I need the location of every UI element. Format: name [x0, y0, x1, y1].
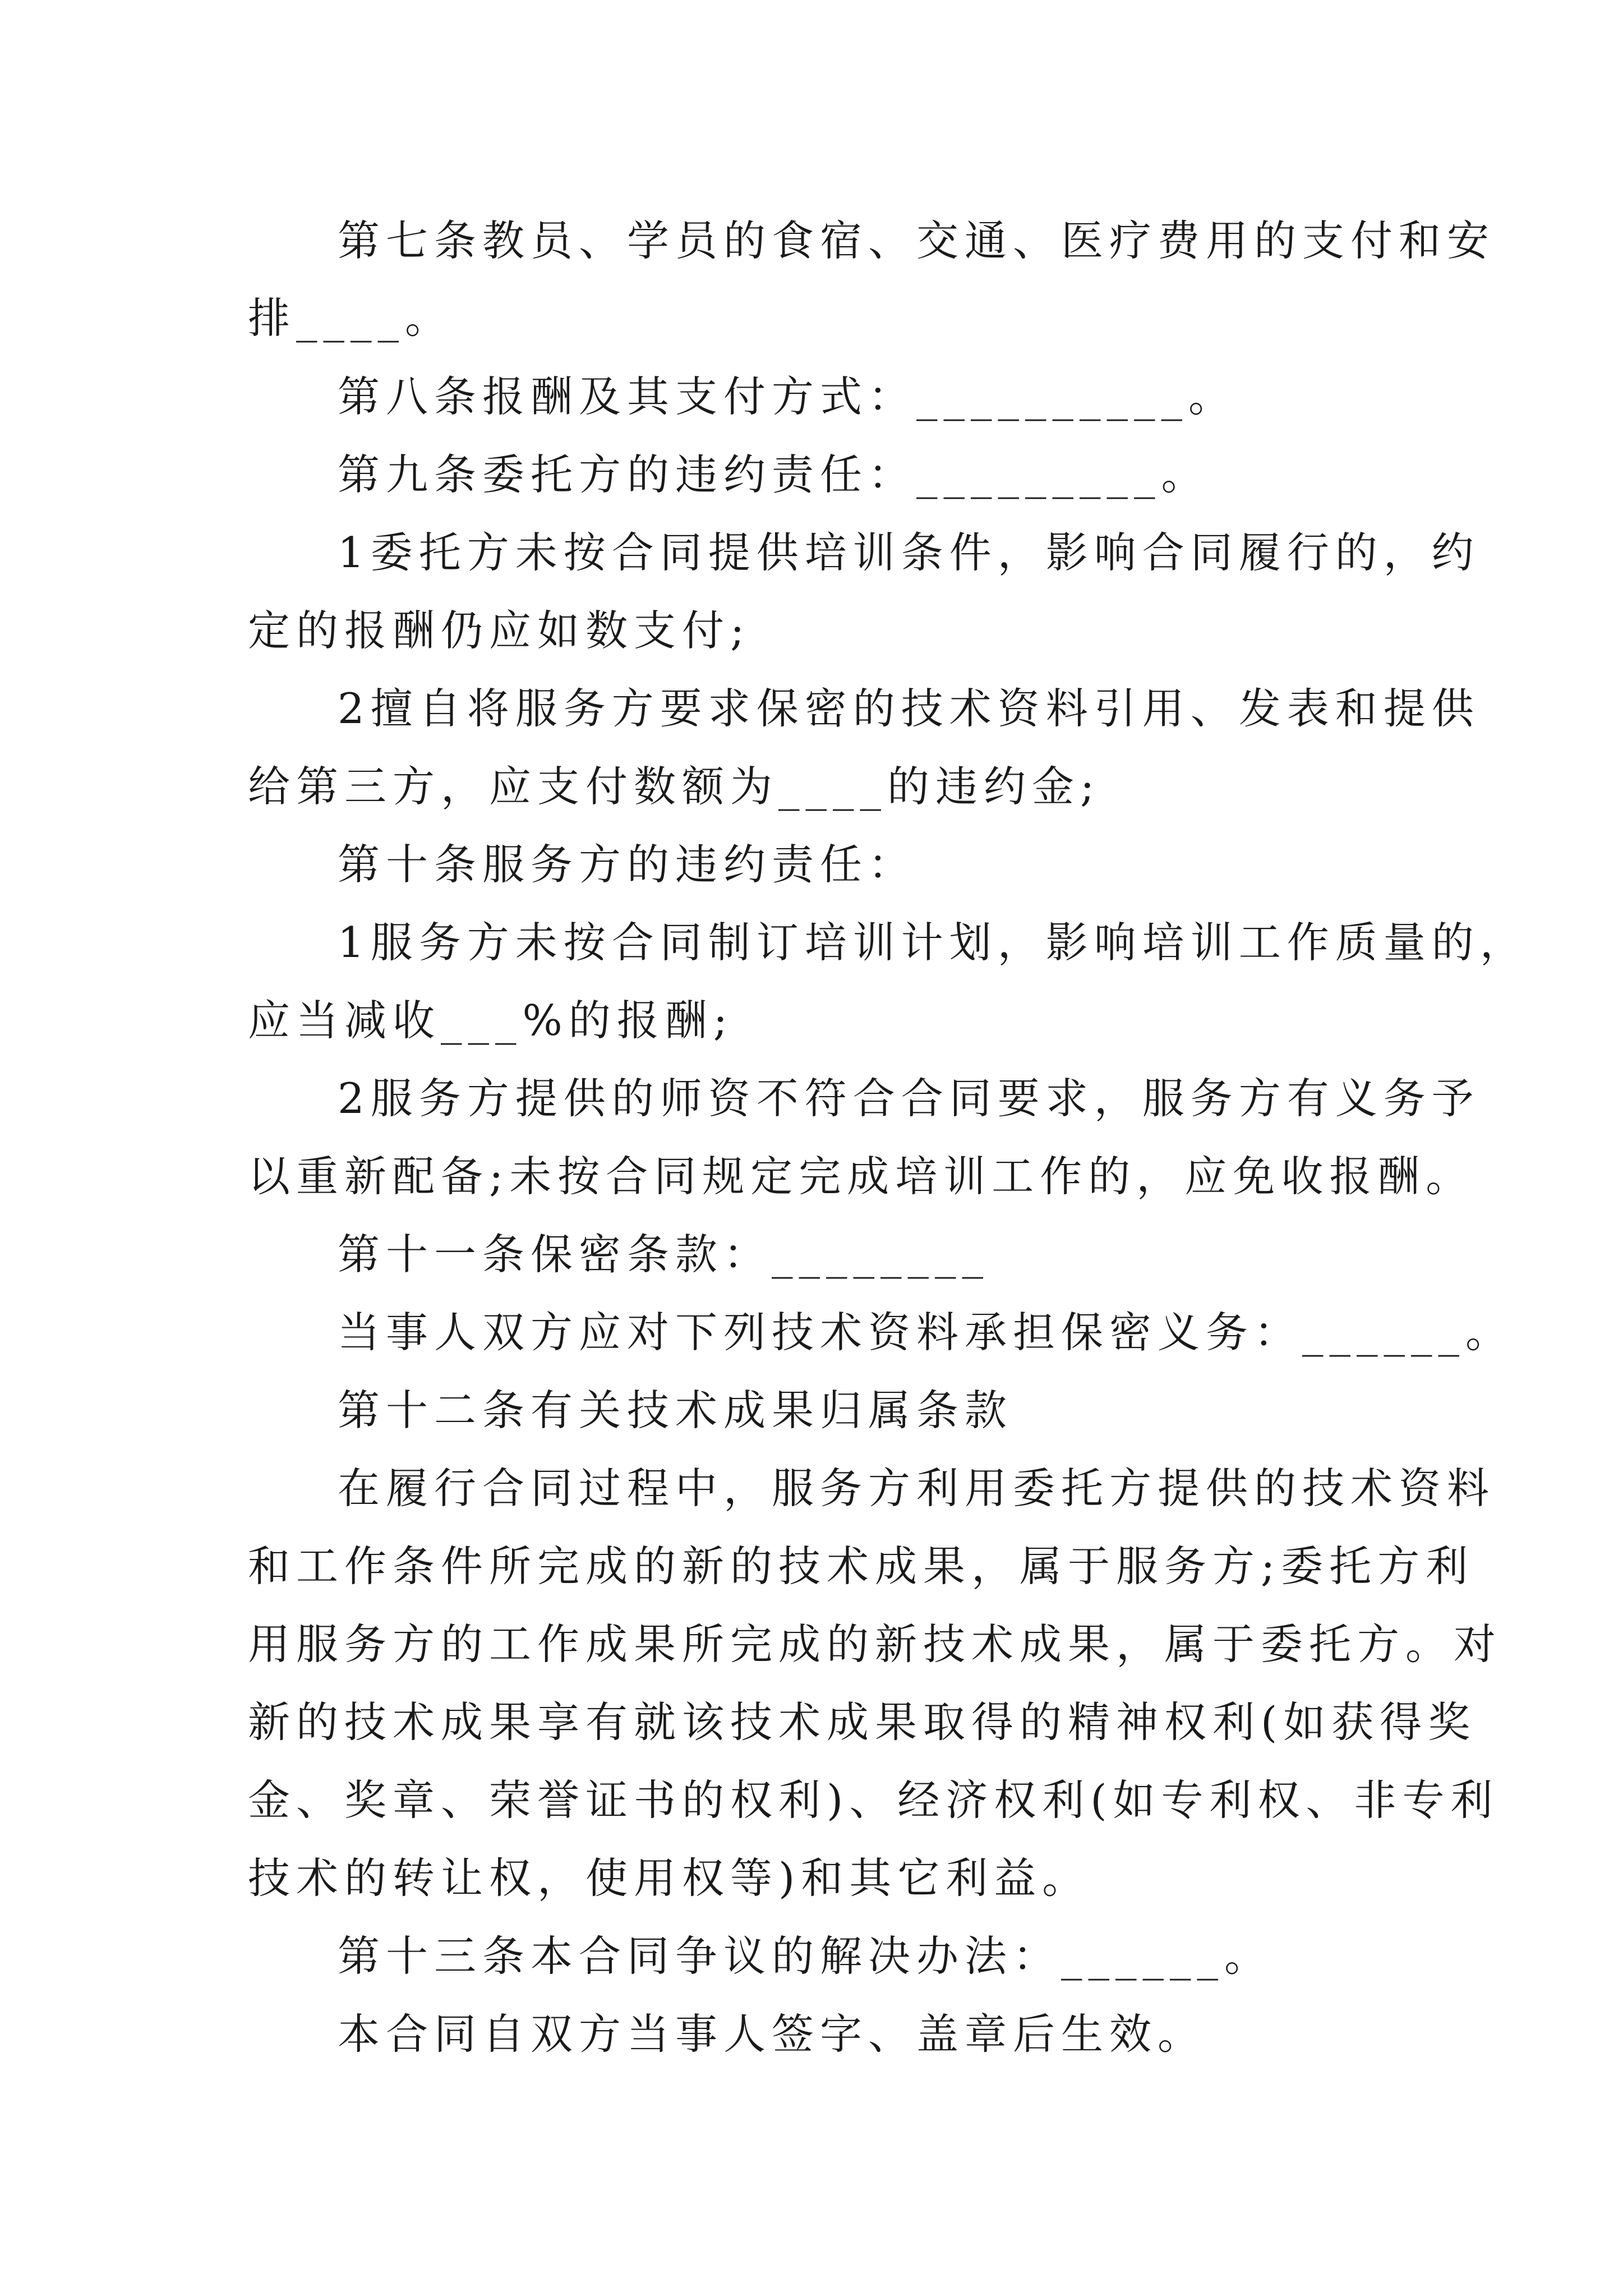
- article-12-body-line-4: 新的技术成果享有就该技术成果取得的精神权利(如获得奖: [248, 1697, 1477, 1747]
- article-7-line-2: 排____。: [248, 293, 454, 343]
- article-9-item-1-line-2: 定的报酬仍应如数支付;: [248, 606, 751, 655]
- article-10-item-1-line-2: 应当减收___%的报酬;: [248, 996, 734, 1045]
- article-12-body-line-3: 用服务方的工作成果所完成的新技术成果，属于委托方。对: [248, 1619, 1502, 1669]
- article-7-line-1: 第七条教员、学员的食宿、交通、医疗费用的支付和安: [338, 216, 1496, 265]
- article-8: 第八条报酬及其支付方式：__________。: [338, 372, 1237, 421]
- article-10-item-2-line-2: 以重新配备;未按合同规定完成培训工作的，应免收报酬。: [248, 1152, 1474, 1201]
- article-9-item-2-line-2: 给第三方，应支付数额为____的违约金;: [248, 762, 1101, 811]
- article-9-item-2-line-1: 2擅自将服务方要求保密的技术资料引用、发表和提供: [338, 684, 1480, 733]
- article-12-body-line-2: 和工作条件所完成的新的技术成果，属于服务方;委托方利: [248, 1542, 1474, 1591]
- article-12: 第十二条有关技术成果归属条款: [338, 1386, 1013, 1435]
- article-10-item-1-line-1: 1服务方未按合同制订培训计划，影响培训工作质量的，: [338, 918, 1528, 967]
- article-9: 第九条委托方的违约责任：_________。: [338, 450, 1210, 499]
- article-10: 第十条服务方的违约责任：: [338, 840, 917, 889]
- article-13: 第十三条本合同争议的解决办法：______。: [338, 1931, 1273, 1981]
- article-12-body-line-5: 金、奖章、荣誉证书的权利)、经济权利(如专利权、非专利: [248, 1775, 1499, 1825]
- effective-clause: 本合同自双方当事人签字、盖章后生效。: [338, 2009, 1206, 2059]
- article-12-body-line-6: 技术的转让权，使用权等)和其它利益。: [248, 1853, 1091, 1903]
- article-10-item-2-line-1: 2服务方提供的师资不符合合同要求，服务方有义务予: [338, 1074, 1480, 1123]
- article-11: 第十一条保密条款：________: [338, 1230, 990, 1279]
- article-12-body-line-1: 在履行合同过程中，服务方利用委托方提供的技术资料: [338, 1464, 1496, 1513]
- article-9-item-1-line-1: 1委托方未按合同提供培训条件，影响合同履行的，约: [338, 528, 1480, 577]
- article-11-body: 当事人双方应对下列技术资料承担保密义务：______。: [338, 1308, 1514, 1357]
